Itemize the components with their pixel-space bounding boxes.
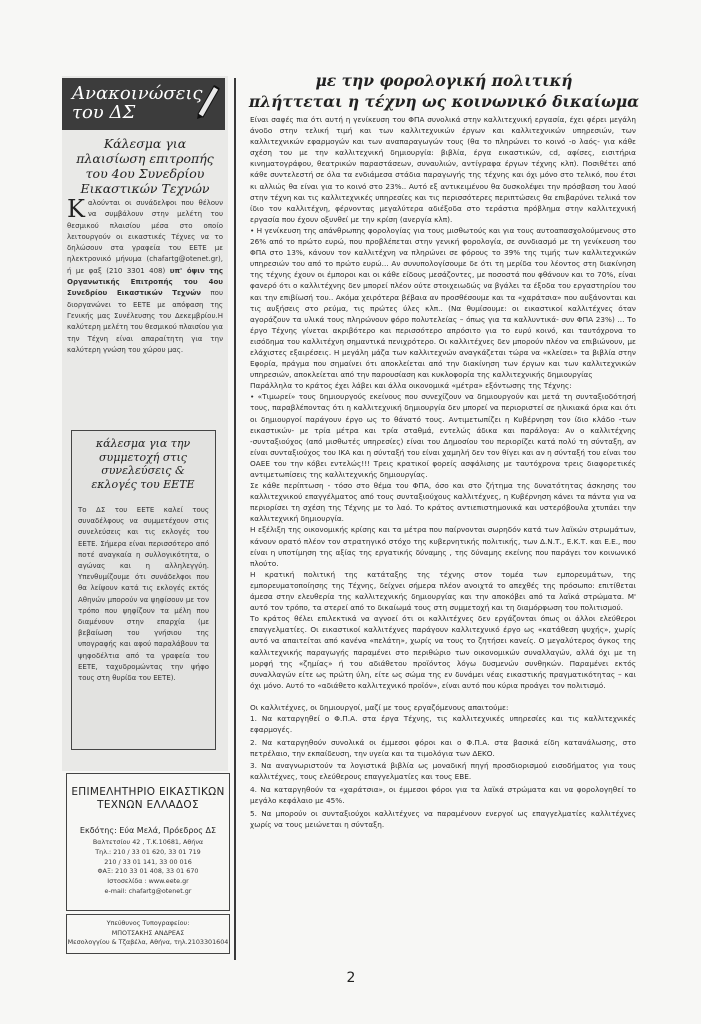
fax: ΦΑΞ: 210 33 01 408, 33 01 670 xyxy=(97,867,199,876)
drop-cap: Κ xyxy=(67,195,85,223)
pen-icon xyxy=(190,80,222,120)
announcements-header xyxy=(62,78,225,130)
demand-item: 3. Να αναγνωριστούν τα λογιστικά βιβλία ως μοναδική πηγή προσδιορισμού εισοδήματος για τους καλλιτέχνες, τους ελεύθερους επαγγελματίες και τους ΕΒΕ. xyxy=(250,761,636,782)
article-body xyxy=(250,114,636,831)
publisher: Εκδότης: Εύα Μελά, Πρόεδρος ΔΣ xyxy=(79,826,217,835)
website: Ιστοσελίδα : www.eete.gr xyxy=(107,877,189,886)
article-paragraph: Το κράτος θέλει επιλεκτικά να αγνοεί ότι οι καλλιτέχνες δεν εργάζονται όπως οι άλλοι ελεύθεροι επαγγελματίες. Οι εικαστικοί καλλιτέχνες παράγουν καλλιτεχνικό έργο ως «κατάθεση ψυχής», χωρίς αυτό να απαιτείται από κανένα «πελάτη», χωρίς να τους το ζητήσει κανείς. Ο μεγαλύτερος όγκος της καλλιτεχνικής παραγωγής παραμένει στο περιθώριο των οικονομικών συναλλαγών, αλλά όχι με τη μορφή της «ζημίας» ή του αδιάθετου προϊόντος λόγω δυσμενών συνθηκών. Παραμένει εκτός συναλλαγών είτε ως πρώτη ύλη, είτε ως σώμα της εν δυνάμει νέας εικαστικής πραγματικότητας – και όχι μόνο. Αυτό το «αδιάθετο καλλιτεχνικό προϊόν», είναι αυτό που κύρια προάγει τον πολιτισμό. xyxy=(250,614,636,690)
congress-call-heading: Κάλεσμα για πλαισίωση επιτροπής του 4ου Συνεδρίου Εικαστικών Τεχνών xyxy=(76,136,214,196)
chamber-name: ΕΠΙΜΕΛΗΤΗΡΙΟ ΕΙΚΑΣΤΙΚΩΝ ΤΕΧΝΩΝ ΕΛΛΑΔΟΣ xyxy=(71,786,225,811)
elections-call-heading: κάλεσμα για την συμμετοχή στις συνελεύσεις & εκλογές του ΕΕΤΕ xyxy=(91,437,195,491)
article-paragraph: Παράλληλα το κράτος έχει λάβει και άλλα οικονομικά «μέτρα» εξόντωσης της Τέχνης: xyxy=(250,381,572,391)
article-paragraph: Είναι σαφές πια ότι αυτή η γενίκευση του ΦΠΑ συνολικά στην καλλιτεχνική εργασία, έχει φέρει μεγάλη άνοδο στην τελική τιμή και των καλλιτεχνικών έργων και καλλιτεχνικών υπηρεσιών, των καλλιτεχνικών εφαρμογών και των αναπαραγωγών τους (θα το πληρώνει το κοινό -ο λαός- για κάθε σχέση του με την καλλιτεχνική δημιουργία: βιβλία, έργα εικαστικών, cd, αφίσες, εισιτήρια κινηματογράφου, θεατρικών παραστάσεων, συναυλιών, αντίγραφα έργων τέχνης κλπ). Ποσιθέτει από κάθε συντελεστή σε όλα τα ενδιάμεσα στάδια παραγωγής της τέχνης και όχι μόνο στο τελικό, που έτσι κι αλλιώς θα είναι για το κοινό στο 23%.. Αυτό εξ αντικειμένου θα δυσκολέψει την πρόσβαση του λαού στην τέχνη και τις καλλιτεχνικές υπηρεσίες και τις περισσότερες περιπτώσεις θα επιβαρύνει τελικά τον ίδιο τον καλλιτέχνη, φέρνοντας μεγαλύτερα αδιέξοδα στο τεράστια πρόβλημα στην καλλιτεχνική εργασία που έχουν οξυνθεί με την κρίση (ανεργία κλπ). xyxy=(250,115,636,224)
article-paragraph: Η εξέλιξη της οικονομικής κρίσης και τα μέτρα που παίρνονται σωρηδόν κατά των λαϊκών στρωμάτων, κάνουν ορατό πλέον τον στρατηγικό στόχο της κυβερνητικής πολιτικής, των Δ.Ν.Τ., Ε.Κ.Τ. και Ε.Ε., που είναι η υποτίμηση της αξίας της εργατικής δύναμης , της δύναμης εκείνης που παράγει τον κοινωνικό πλούτο. xyxy=(250,525,636,568)
article-paragraph: • Η γενίκευση της απάνθρωπης φορολογίας για τους μισθωτούς και για τους αυτοαπασχολούμενους στο 26% από το πρώτο ευρώ, που προβλέπεται στην γενική φορολογία, σε συνδιασμό με τη γενίκευση του ΦΠΑ στο 13%, κάνουν τον καλλιτέχνη να πληρώνει σε φόρους το 39% της τιμής των καλλιτεχνικών υπηρεσιών του από το πρώτο ευρώ... Αν συνυπολογίσουμε δε ότι τη μερίδα του λέοντος στη διακίνηση της τέχνης έχουν οι έμποροι και οι κάθε είδους μεσάζοντες, με ποσοστά που φθάνουν και το 70%, είναι φανερό ότι ο καλλιτέχνης δεν μπορεί πλέον ούτε στοιχειωδώς να βγάλει τα έξοδα του εργαστηρίου του και την επιβίωσή του.. Ακόμα χειρότερα βέβαια αν προσθέσουμε και τα «χαράτσια» που αυξάνονται και τις αυξήσεις στο ρεύμα, τις πρώτες ύλες κλπ.. (Να θυμίσουμε: οι εικαστικοί καλλιτέχνες όταν αγοράζουν τα υλικά τους πληρώνουν φόρο πολυτελείας – όπως για τα καλλυντικά- συν ΦΠΑ 23%) ... Το έργο Τέχνης γίνεται ακριβότερο και περισσότερο απρόσιτο για το ευρύ κοινό, και ταυτόχρονα το εισόδημα του καλλιτέχνη σημαντικά πενιχρότερο. Οι καλλιτέχνες δεν μπορούν πλέον να επιβιώνουν, με ελάχιστες εξαιρέσεις. Η μεγάλη μάζα των καλλιτεχνών αναγκάζεται τώρα να «κλείσει» τα βιβλία στην Εφορία, πράγμα που σημαίνει ότι αποκλείεται από την διακίνηση των έργων και των καλλιτεχνικών υπηρεσιών, αποκλείεται από την παρουσίαση και κυκλοφορία της καλλιτεχνικής δημιουργίας xyxy=(250,225,636,380)
article-paragraph: Η κρατική πολιτική της κατάταξης της τέχνης στον τομέα των εμπορευμάτων, της εμπορευματοποίησης της Τέχνης, δείχνει σήμερα πλέον ανοιχτά το απεχθές της πρόσωπο: επιτίθεται άμεσα στην ελευθερία της καλλιτεχνικής δημιουργίας και την αποκόβει από τα λαϊκά στρώματα. Μ' αυτό τον τρόπο, τα στερεί από το δικαίωμά τους στη συμμετοχή και τη διαμόρφωση του πολιτισμού. xyxy=(250,569,636,613)
article-paragraph: Σε κάθε περίπτωση - τόσο στο θέμα του ΦΠΑ, όσο και στο ζήτημα της δυνατότητας άσκησης του καλλιτεχνικού επαγγέλματος από τους συνταξιούχους καλλιτέχνες, η Κυβέρνηση κάνει τα πάντα για να περιορίσει τη σχέση της Τέχνης με το λαό. Το κράτος αντιεπιστημονικά και υστερόβουλα χτυπάει την καλλιτεχνική δημιουργία. xyxy=(250,481,636,524)
demand-item: 2. Να καταργηθούν συνολικά οι έμμεσοι φόροι και ο Φ.Π.Α. στα βασικά είδη κατανάλωσης, στο πετρέλαιο, την εκπαίδευση, την υγεία και τα τιμολόγια των ΔΕΚΟ. xyxy=(250,737,636,758)
printer-name: ΜΠΟΤΣΑΚΗΣ ΑΝΔΡΕΑΣ xyxy=(111,928,185,937)
printer-info-box xyxy=(66,914,230,954)
demands-list xyxy=(250,713,636,830)
printer-address: Μεσολογγίου & Τζαβέλα, Αθήνα, τηλ.2103301604 xyxy=(67,938,229,947)
demands-intro: Οι καλλιτέχνες, οι δημιουργοί, μαζί με τους εργαζόμενους απαιτούμε: xyxy=(250,702,509,712)
demand-item: 4. Να καταργηθούν τα «χαράτσια», οι έμμεσοι φόροι για τα λαϊκά στρώματα και να φορολογηθεί το μεγάλο κεφάλαιο με 45%. xyxy=(250,785,636,806)
elections-call-body: Το ΔΣ του ΕΕΤΕ καλεί τους συναδέλφους να συμμετέχουν στις συνελεύσεις και τις εκλογές του ΕΕΤΕ. Σήμερα είναι περισσότερο από ποτέ αναγκαία η συλλογικότητα, ο αγώνας και η αλληλεγγύη. Υπενθυμίζουμε ότι συνάδελφοι που θα λείψουν κατά τις εκλογές εκτός Αθηνών μπορούν να ψηφίσουν με τον τρόπο που ψηφίζουν τα μέλη που διαμένουν στην επαρχία (με βεβαίωση του γνήσιου της υπογραφής και αφού παραλάβουν τα ψηφοδέλτια από τα γραφεία του ΕΕΤΕ, ταχυδρομώντας την ψήφο τους στη θυρίδα του ΕΕΤΕ). xyxy=(78,506,209,683)
article-paragraph: • «Τιμωρεί» τους δημιουργούς εκείνους που συνεχίζουν να δημιουργούν και μετά τη συνταξιοδότησή τους, παραβλέποντας ότι η καλλιτεχνική δημιουργία δεν μπορεί να περιοριστεί σε ηλικιακά όρια και ότι οι δημιουργοί παράγουν έργο ως το θάνατό τους. Αντιμετωπίζει η Κυβέρνηση τον ίδιο κλάδο -των εικαστικών- με τρία μέτρα και τρία σταθμά, εντελώς άδικα και παράλογα: Αν ο καλλιτέχνης -συνταξιούχος (από μισθωτές υπηρεσίες) είναι του Δημοσίου του περιορίζει κατά πολύ τη σύνταξη, αν είναι συνταξιούχος του ΙΚΑ και η σύνταξή του είναι χαμηλή δεν τον θίγει και αν η σύνταξή του είναι του ΟΑΕΕ του την κόβει εντελώς!!! Τρεις κρατικοί φορείς ασφάλισης με ταυτόχρονα τρεις διαφορετικές αντιμετωπίσεις της καλλιτεχνικής δημιουργίας. xyxy=(250,392,636,479)
phones-2: 210 / 33 01 141, 33 00 016 xyxy=(104,857,192,866)
article-title-line-1: με την φορολογική πολιτική xyxy=(315,71,573,90)
address: Βαλτετσίου 42 , Τ.Κ.10681, Αθήνα xyxy=(92,838,204,846)
article-title xyxy=(244,70,644,112)
demand-item: 1. Να καταργηθεί ο Φ.Π.Α. στα έργα Τέχνης, τις καλλιτεχνικές υπηρεσίες και τις καλλιτεχνικές εφαρμογές. xyxy=(250,713,636,735)
announcements-title: Ανακοινώσεις του ΔΣ xyxy=(72,83,203,123)
congress-call-text-bold: υπ' όψιν της Οργανωτικής Επιτροπής του 4ου Συνεδρίου Εικαστικών Τεχνών xyxy=(67,266,223,298)
printer-label: Υπεύθυνος Τυπογραφείου: xyxy=(106,919,190,927)
chamber-info-box xyxy=(66,773,230,911)
congress-call-body xyxy=(67,195,223,356)
chamber-contact xyxy=(67,838,229,897)
article-title-line-2: πλήττεται η τέχνη ως κοινωνικό δικαίωμα xyxy=(248,92,640,111)
email: e-mail: chafartg@otenet.gr xyxy=(104,886,192,895)
page-number: 2 xyxy=(346,970,356,986)
congress-call-text-2: που διοργανώνει το ΕΕΤΕ με απόφαση της Γενικής μας Συνέλευσης του Δεκεμβρίου.Η καλύτερη μελέτη του θεσμικού πλαισίου για την Τέχνη είναι απαραίτητη για την καλύτερη γνώση του χώρου μας. xyxy=(67,289,223,354)
phones: Τηλ.: 210 / 33 01 620, 33 01 719 xyxy=(95,847,201,856)
demand-item: 5. Να μπορούν οι συνταξιούχοι καλλιτέχνες να παραμένουν ενεργοί ως επαγγελματίες καλλιτέχνες χωρίς να τους μειώνεται η σύνταξη. xyxy=(250,808,636,829)
congress-call-text-1: αλούνται οι συνάδελφοι που θέλουν να συμβάλουν στην μελέτη του θεσμικού πλαισίου μέσα στο οποίο λειτουργούν οι εικαστικές Τέχνες να το δηλώσουν στα γραφεία του ΕΕΤΕ με ηλεκτρονικό μήνυμα (chafartg@otenet.gr), ή με φαξ (210 3301 408) xyxy=(67,199,223,275)
column-divider xyxy=(234,78,236,960)
